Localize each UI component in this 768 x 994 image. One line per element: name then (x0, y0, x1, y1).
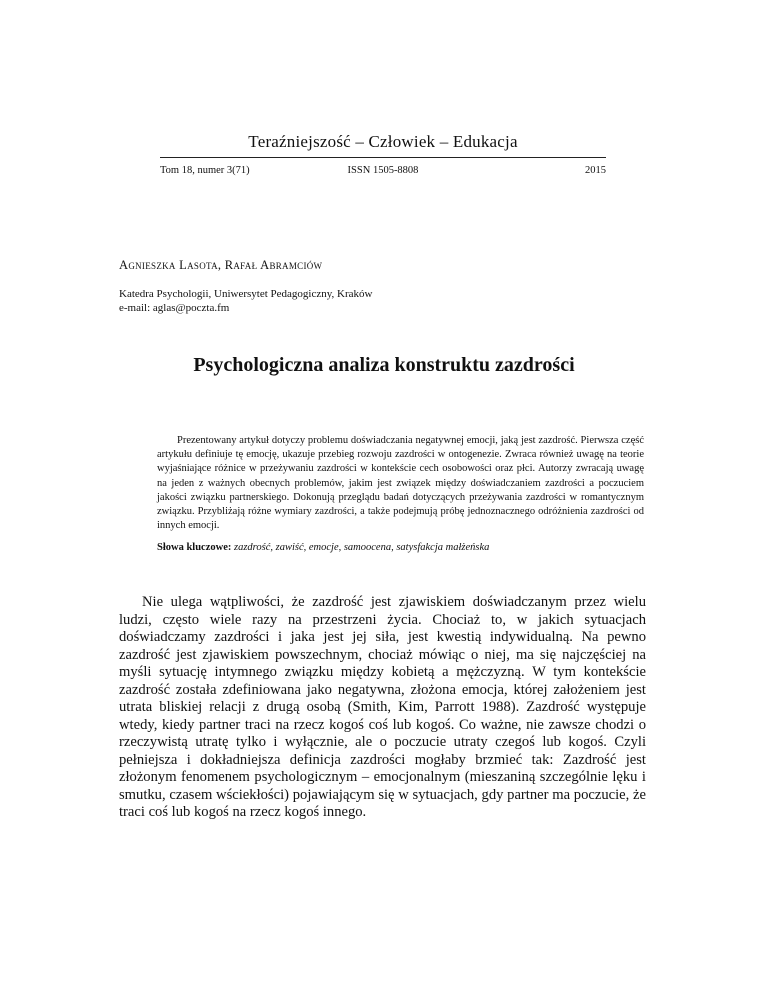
keywords-values: zazdrość, zawiść, emocje, samoocena, satysfakcja małżeńska (234, 542, 490, 553)
journal-meta-row (160, 165, 606, 181)
journal-year: 2015 (585, 165, 606, 176)
body-paragraph: Nie ulega wątpliwości, że zazdrość jest zjawiskiem doświadczanym przez wielu ludzi, często wiele razy na przestrzeni życia. Chociaż to, w jakich sytuacjach doświadczamy zazdrości i jaka jest jej siła, jest kwestią indywidualną. Na pewno zazdrość jest zjawiskiem powszechnym, chociaż mówiąc o niej, ma się najczęściej na myśli sytuację intymnego związku między kobietą a mężczyzną. W tym kontekście zazdrość została zdefiniowana jako negatywna, złożona emocja, której założeniem jest utrata bliskiej relacji z drugą osobą (Smith, Kim, Parrott 1988). Zazdrość występuje wtedy, kiedy partner traci na rzecz kogoś coś lub kogoś. Co ważne, nie zawsze chodzi o rzeczywistą utratę tylko i wyłącznie, ale o poczucie utraty czegoś lub kogoś. Czyli pełniejsza i dokładniejsza definicja zazdrości mogłaby brzmieć tak: Zazdrość jest złożonym fenomenem psychologicznym – emocjonalnym (mieszaniną szczególnie lęku i smutku, czasem wściekłości) pojawiającym się w sytuacjach, gdy partner ma poczucie, że traci coś lub kogoś na rzecz kogoś innego. (119, 594, 646, 820)
journal-header (160, 131, 606, 181)
keywords (157, 542, 644, 553)
paper-title: Psychologiczna analiza konstruktu zazdrości (193, 354, 575, 376)
author-affiliation: Katedra Psychologii, Uniwersytet Pedagogiczny, Kraków (119, 288, 373, 300)
author-names (119, 258, 322, 273)
author-names-text: Agnieszka Lasota, Rafał Abramciów (119, 258, 323, 272)
journal-issn: ISSN 1505-8808 (347, 165, 419, 176)
journal-title: Teraźniejszość – Człowiek – Edukacja (248, 132, 518, 151)
abstract: Prezentowany artykuł dotyczy problemu doświadczania negatywnej emocji, jaką jest zazdrość. Pierwsza część artykułu definiuje tę emocję, ukazuje przebieg rozwoju zazdrości w ontogenezie. Zwraca również uwagę na teorie wyjaśniające różnice w przeżywaniu zazdrości w kontekście cech osobowości oraz płci. Autorzy zwracają uwagę na jeden z ważnych obecnych problemów, jakim jest związek między doświadczaniem zazdrości a poczuciem jakości związku partnerskiego. Dokonują przeglądu badań dotyczących przeżywania zazdrości w romantycznym związku. Przybliżają różne wymiary zazdrości, a także podejmują próbę jednoznacznego odróżnienia zazdrości od innych emocji. (157, 435, 644, 532)
author-email: e-mail: aglas@poczta.fm (119, 302, 230, 314)
keywords-label: Słowa kluczowe: (157, 542, 234, 553)
journal-volume: Tom 18, numer 3(71) (160, 165, 250, 176)
author-affiliation-block (119, 287, 372, 315)
header-rule (160, 157, 606, 158)
